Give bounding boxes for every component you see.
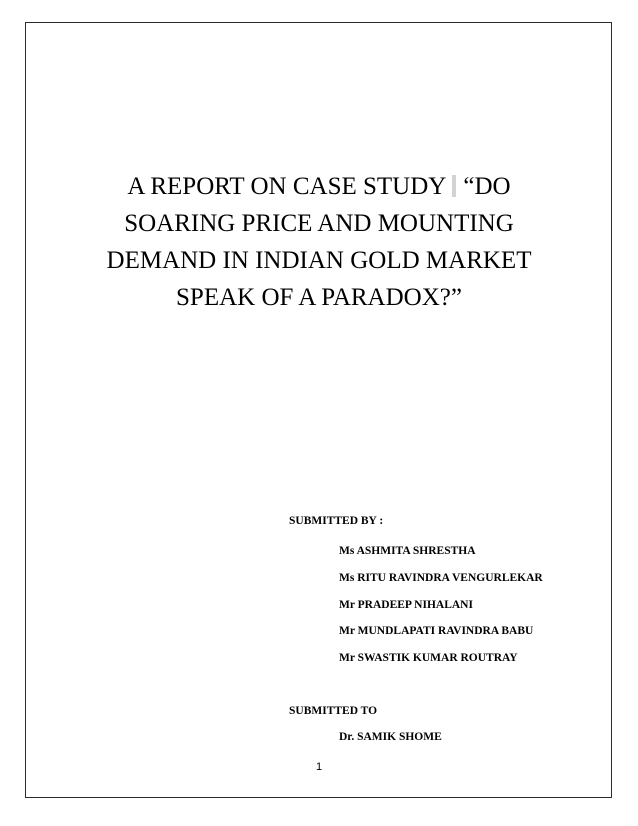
page-number: 1 bbox=[316, 761, 323, 773]
report-title bbox=[60, 168, 578, 316]
text-cursor-mark bbox=[452, 175, 456, 197]
submitted-to-label: SUBMITTED TO bbox=[289, 705, 378, 717]
title-line-2: SOARING PRICE AND MOUNTING bbox=[124, 210, 514, 237]
member-name: Mr SWASTIK KUMAR ROUTRAY bbox=[339, 652, 518, 664]
title-part-2: “DO bbox=[463, 173, 511, 200]
title-part-1: A REPORT ON CASE STUDY bbox=[127, 173, 447, 200]
page-border bbox=[25, 22, 612, 798]
title-line-4: SPEAK OF A PARADOX?” bbox=[176, 284, 462, 311]
submitted-by-label: SUBMITTED BY : bbox=[289, 515, 384, 527]
title-line-1 bbox=[60, 168, 578, 205]
title-line-3: DEMAND IN INDIAN GOLD MARKET bbox=[106, 247, 532, 274]
member-name: Ms RITU RAVINDRA VENGURLEKAR bbox=[339, 572, 543, 584]
guide-name: Dr. SAMIK SHOME bbox=[339, 731, 442, 743]
member-name: Ms ASHMITA SHRESTHA bbox=[339, 545, 476, 557]
member-name: Mr MUNDLAPATI RAVINDRA BABU bbox=[339, 625, 534, 637]
member-name: Mr PRADEEP NIHALANI bbox=[339, 599, 473, 611]
